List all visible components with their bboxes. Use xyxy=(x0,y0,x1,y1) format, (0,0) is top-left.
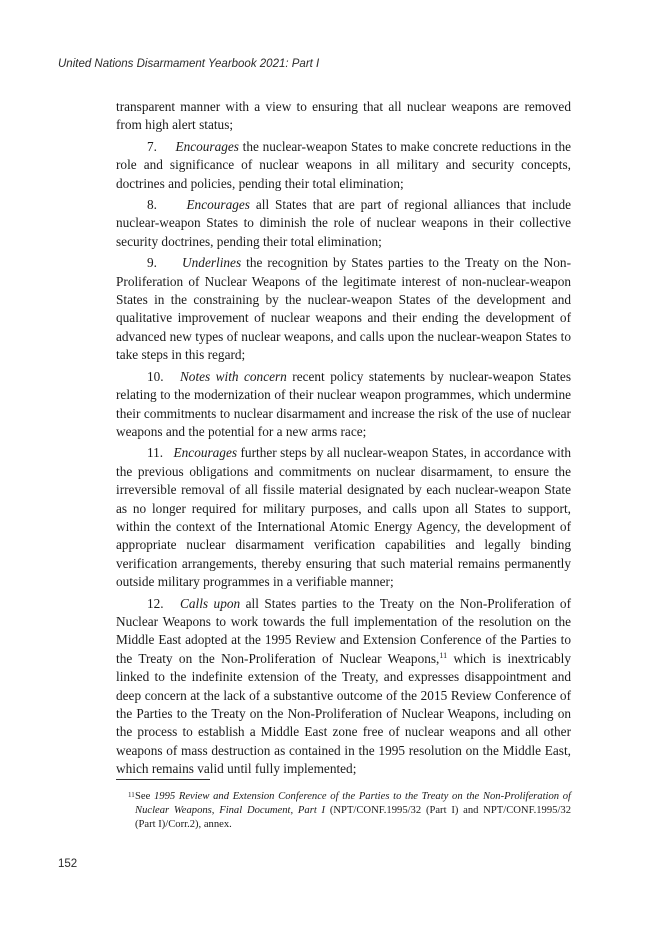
footnote-reference[interactable]: 11 xyxy=(439,650,448,660)
paragraph-number: 10. xyxy=(147,368,164,384)
paragraph-text-continued: which is inextricably linked to the indefinite extension of the Treaty, and expresses disappointment and deep concern at the lack of a substantive outcome of the 2015 Review Conference of the Parties to the Treaty on the Non-Proliferation of Nuclear Weapons, including on the process to establish a Middle East zone free of nuclear weapons and all other weapons of mass destruction as contained in the 1995 resolution on the Middle East, which remains valid until fully implemented; xyxy=(116,650,572,777)
resolution-body xyxy=(116,98,571,782)
paragraph-text: the recognition by States parties to the Treaty on the Non-Proliferation of Nuclear Weapons of the legitimate interest of non-nuclear-weapon States in the constraining by the nuclear-weapon States of the development and qualitative improvement of nuclear weapons and their ending the development of advanced new types of nuclear weapons, and calls upon the nuclear-weapon States to take steps in this regard; xyxy=(116,255,571,363)
paragraph-lead-verb: Underlines xyxy=(182,255,242,271)
paragraph-continuation xyxy=(116,98,571,135)
paragraph-lead-verb: Notes with concern xyxy=(179,368,287,384)
footnote-document-title: 1995 Review and Extension Conference of the Parties to the Treaty on the Non-Proliferation of Nuclear Weapons, Final Document, Part I xyxy=(135,791,571,817)
footnote-mark: 11 xyxy=(128,791,135,799)
paragraph-text: all States that are part of regional alliances that include nuclear-weapon States to diminish the role of nuclear weapons in their collective security doctrines, pending their total elimination; xyxy=(116,197,571,249)
running-header: United Nations Disarmament Yearbook 2021: Part I xyxy=(58,58,320,70)
paragraph-text: all States parties to the Treaty on the Non-Proliferation of Nuclear Weapons to work towards the full implementation of the resolution on the Middle East adopted at the 1995 Review and Extension Conference of the Parties to the Treaty on the Non-Proliferation of Nuclear Weapons, xyxy=(116,595,571,666)
paragraph-text: recent policy statements by nuclear-weapon States relating to the modernization of their nuclear weapon programmes, which undermine their commitments to nuclear disarmament and increase the risk of the use of nuclear weapons and the potential for a new arms race; xyxy=(116,368,571,439)
paragraph-text: further steps by all nuclear-weapon States, in accordance with the previous obligations and commitments on nuclear disarmament, to ensure the irreversible removal of all fissile material designated by each nuclear-weapon State as no longer required for military purposes, and calls upon all States to support, within the context of the International Atomic Energy Agency, the development of appropriate nuclear disarmament verification capabilities and legally binding verification arrangements, thereby ensuring that such material remains permanently outside military programmes in a verifiable manner; xyxy=(116,445,571,590)
paragraph-text: transparent manner with a view to ensuring that all nuclear weapons are removed from high alert status; xyxy=(116,99,571,133)
footnote-divider xyxy=(116,779,210,780)
paragraph-number: 9. xyxy=(147,255,157,271)
paragraph-11 xyxy=(116,444,571,591)
paragraph-lead-verb: Calls upon xyxy=(180,595,241,611)
footnote-11 xyxy=(128,790,571,833)
paragraph-number: 11. xyxy=(147,445,164,461)
footnote-suffix: (NPT/CONF.1995/32 (Part I) and NPT/CONF.1995/32 (Part I)/Corr.2), annex. xyxy=(135,805,571,831)
paragraph-10 xyxy=(116,368,571,442)
paragraph-lead-verb: Encourages xyxy=(175,138,239,154)
paragraph-8 xyxy=(116,196,571,251)
paragraph-lead-verb: Encourages xyxy=(173,445,238,461)
paragraph-7 xyxy=(116,138,571,193)
paragraph-text: the nuclear-weapon States to make concrete reductions in the role and significance of nuclear weapons in all military and security concepts, doctrines and policies, pending their total elimination; xyxy=(116,138,572,191)
paragraph-number: 12. xyxy=(147,595,164,611)
paragraph-number: 7. xyxy=(147,138,157,154)
paragraph-lead-verb: Encourages xyxy=(186,197,250,213)
paragraph-number: 8. xyxy=(147,197,157,213)
paragraph-12 xyxy=(116,595,571,779)
page-number: 152 xyxy=(58,858,78,870)
paragraph-9 xyxy=(116,254,571,364)
footnote-prefix: See xyxy=(135,791,154,802)
